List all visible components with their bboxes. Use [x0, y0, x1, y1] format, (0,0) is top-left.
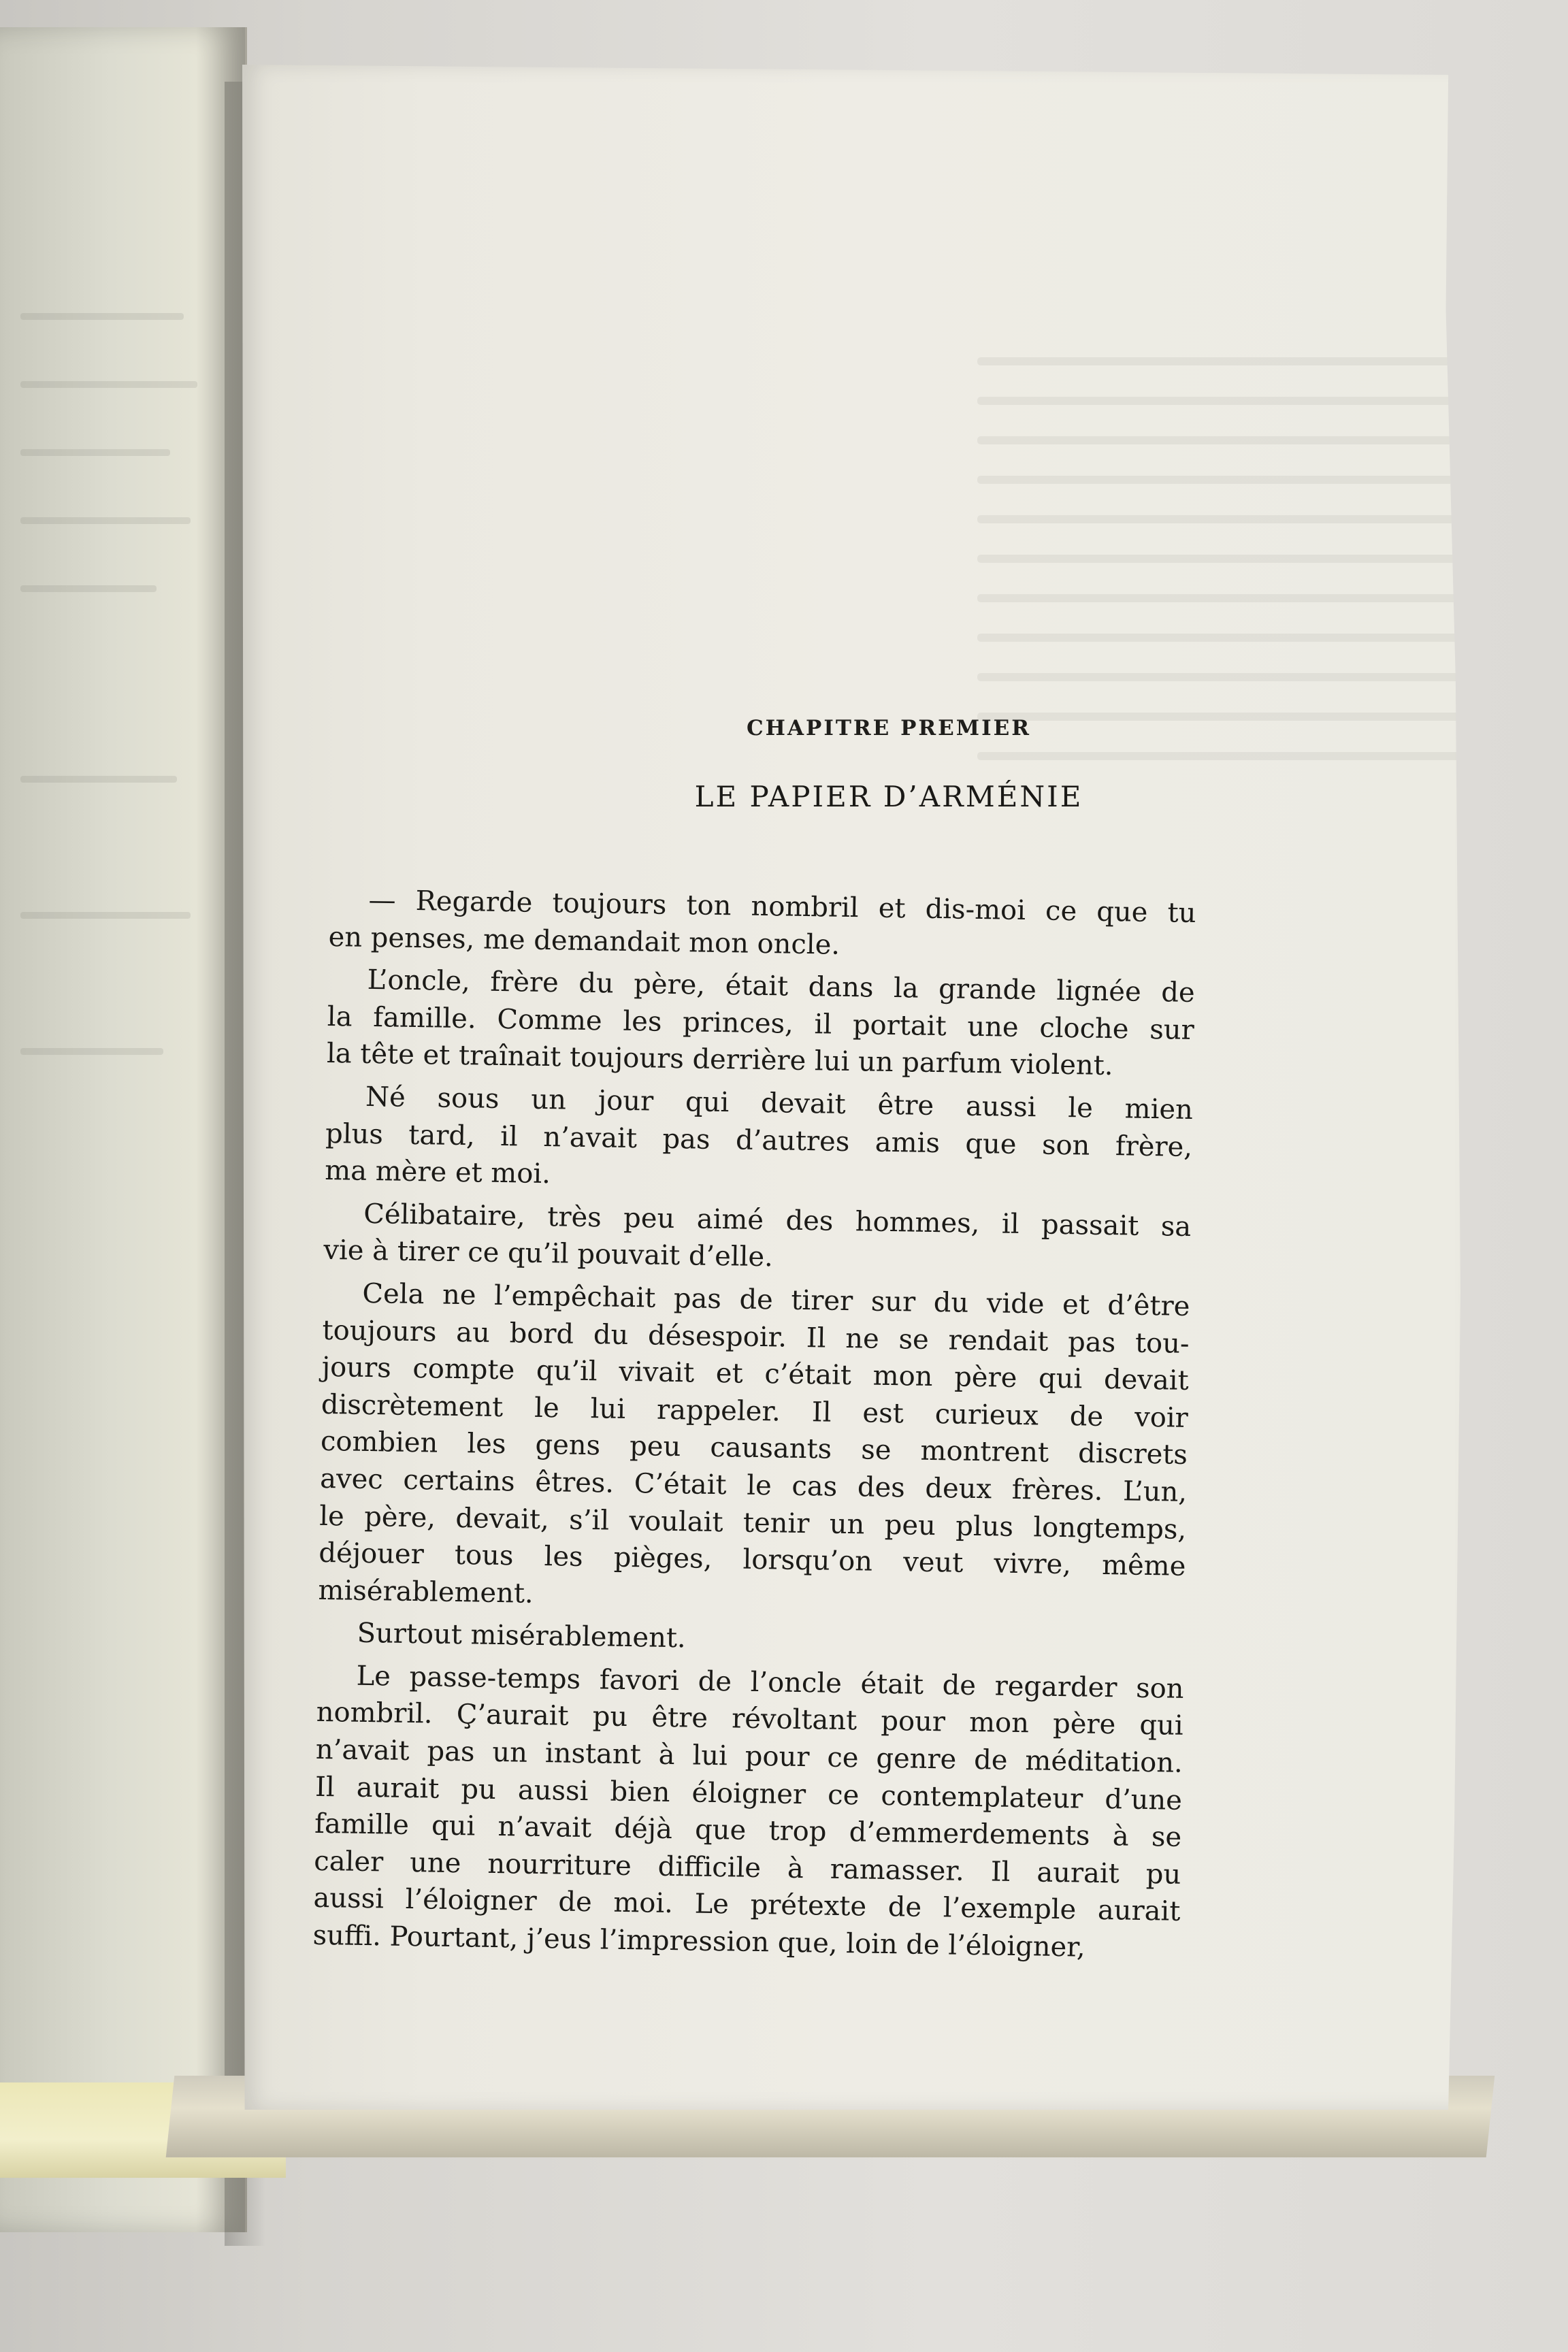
faded-text-line	[20, 313, 184, 320]
chapter-title: LE PAPIER D’ARMÉNIE	[694, 780, 1083, 813]
text-line: jours compte qu’il vivait et c’était mon père qui devait	[321, 1352, 1189, 1397]
paragraph	[328, 881, 1196, 969]
text-line: — Regarde toujours ton nombril et dis-moi ce que tu	[368, 884, 1196, 930]
text-line: L’oncle, frère du père, était dans la grande lignée de	[367, 964, 1195, 1009]
text-line: combien les gens peu causants se montrent discrets	[320, 1426, 1188, 1471]
paragraph	[325, 1078, 1193, 1203]
text-line: Surtout misérablement.	[357, 1618, 687, 1654]
text-line: vie à tirer ce qu’il pouvait d’elle.	[323, 1235, 774, 1273]
faded-text-line	[20, 1048, 163, 1055]
faded-text-line	[20, 517, 191, 524]
faded-text-line	[20, 381, 197, 388]
text-line: discrètement le lui rappeler. Il est curieux de voir	[321, 1388, 1189, 1434]
text-line: Célibataire, très peu aimé des hommes, il passait sa	[363, 1198, 1192, 1243]
text-line: avec certains êtres. C’était le cas des deux frères. L’un,	[319, 1463, 1188, 1508]
paragraph	[327, 961, 1195, 1086]
chapter-label: CHAPITRE PREMIER	[747, 716, 1031, 740]
faded-text-line	[20, 776, 177, 783]
paragraph	[317, 1614, 1185, 1665]
text-line: toujours au bord du désespoir. Il ne se rendait pas tou-	[322, 1314, 1190, 1360]
paragraph	[312, 1657, 1184, 1968]
paragraph	[318, 1275, 1190, 1622]
text-line: Né sous un jour qui devait être aussi le mien	[365, 1081, 1194, 1126]
text-line: Le passe-temps favori de l’oncle était de regarder son	[356, 1660, 1184, 1705]
text-line: déjouer tous les pièges, lorsqu’on veut vivre, même	[318, 1537, 1186, 1582]
text-line: misérablement.	[318, 1574, 534, 1610]
text-line: le père, devait, s’il voulait tenir un peu plus longtemps,	[318, 1500, 1187, 1546]
text-line: la tête et traînait toujours derrière lui un parfum violent.	[326, 1038, 1113, 1082]
faded-text-line	[20, 449, 170, 456]
faded-text-line	[20, 912, 191, 919]
faded-text-line	[20, 585, 157, 592]
text-line: aussi l’éloigner de moi. Le prétexte de l’exemple aurait	[313, 1882, 1181, 1928]
text-line: nombril. Ç’aurait pu être révoltant pour mon père qui	[316, 1697, 1184, 1742]
left-page	[0, 27, 247, 2232]
text-line: Cela ne l’empêchait pas de tirer sur du vide et d’être	[362, 1277, 1190, 1322]
text-line: caler une nourriture difficile à ramasser. Il aurait pu	[314, 1845, 1181, 1891]
chapter-body	[312, 881, 1196, 1973]
paragraph	[323, 1195, 1192, 1283]
text-line: ma mère et moi.	[324, 1155, 551, 1190]
text-line: famille qui n’avait déjà que trop d’emmerdements à se	[314, 1808, 1182, 1854]
text-line: Il aurait pu aussi bien éloigner ce contemplateur d’une	[314, 1771, 1183, 1816]
text-line: en penses, me demandait mon oncle.	[328, 921, 840, 961]
text-line: n’avait pas un instant à lui pour ce genre de méditation.	[315, 1733, 1183, 1779]
text-line: la famille. Comme les princes, il portait une cloche sur	[327, 1000, 1195, 1046]
text-line: suffi. Pourtant, j’eus l’impression que, loin de l’éloigner,	[312, 1919, 1086, 1963]
text-line: plus tard, il n’avait pas d’autres amis que son frère,	[325, 1117, 1193, 1163]
